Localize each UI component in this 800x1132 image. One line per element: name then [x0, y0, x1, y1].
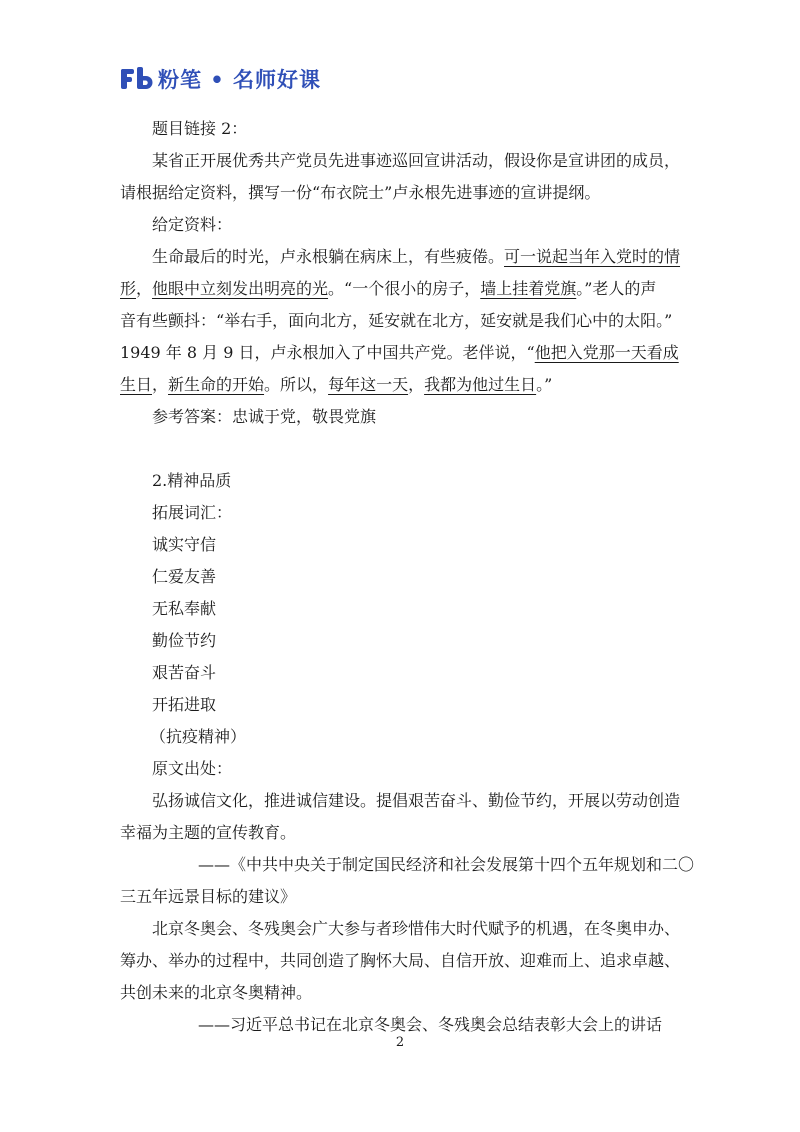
vocab-item: 诚实守信 [152, 535, 217, 554]
source-2-line-3: 共创未来的北京冬奥精神。 [120, 983, 313, 1002]
material-line-1 [120, 241, 690, 273]
material-text: 。所以， [264, 375, 329, 394]
underlined-phrase: 墙上挂着党旗 [480, 279, 577, 298]
vocab-extra: （抗疫精神） [150, 727, 247, 746]
question-link-title: 题目链接 2： [152, 119, 248, 138]
citation-1-line-2: 三五年远景目标的建议》 [120, 887, 297, 906]
source-2-line-1: 北京冬奥会、冬残奥会广大参与者珍惜伟大时代赋予的机遇，在冬奥申办、 [152, 919, 681, 938]
question-text-line-1: 某省正开展优秀共产党员先进事迹巡回宣讲活动，假设你是宣讲团的成员， [152, 151, 681, 170]
material-line-5 [120, 369, 690, 401]
vocab-item: 无私奉献 [152, 599, 217, 618]
underlined-phrase: 新生命的开始 [168, 375, 265, 394]
section-title: 2.精神品质 [152, 471, 232, 490]
citation-2: ——习近平总书记在北京冬奥会、冬残奥会总结表彰大会上的讲话 [198, 1015, 663, 1034]
material-text: ， [152, 375, 169, 394]
source-title: 原文出处： [152, 759, 233, 778]
vocab-item: 仁爱友善 [152, 567, 217, 586]
underlined-phrase: 形 [120, 279, 137, 298]
document-body [120, 113, 695, 1041]
material-line-2 [120, 273, 690, 305]
source-1-line-1: 弘扬诚信文化，推进诚信建设。提倡艰苦奋斗、勤俭节约，开展以劳动创造 [152, 791, 681, 810]
vocab-item: 艰苦奋斗 [152, 663, 217, 682]
vocab-item: 开拓进取 [152, 695, 217, 714]
brand-text: 粉笔 • 名师好课 [158, 68, 322, 92]
page-number: 2 [395, 1035, 405, 1050]
source-2-line-2: 筹办、举办的过程中，共同创造了胸怀大局、自信开放、迎难而上、追求卓越、 [120, 951, 681, 970]
underlined-phrase: 我都为他过生日 [424, 375, 537, 394]
material-text: 1949 年 8 月 9 日，卢永根加入了中国共产党。老伴说，“ [120, 343, 535, 362]
fb-logo-icon [120, 66, 154, 92]
material-text: 。”老人的声 [576, 279, 657, 298]
underlined-phrase: 他眼中立刻发出明亮的光 [152, 279, 329, 298]
underlined-phrase: 他把入党那一天看成 [534, 343, 679, 362]
reference-answer: 参考答案：忠诚于党，敬畏党旗 [152, 407, 377, 426]
underlined-phrase: 生日 [120, 375, 153, 394]
material-title: 给定资料： [152, 215, 233, 234]
source-1-line-2: 幸福为主题的宣传教育。 [120, 823, 297, 842]
material-text: ， [408, 375, 425, 394]
underlined-phrase: 可一说起当年入党时的情 [504, 247, 681, 266]
material-text: ， [136, 279, 153, 298]
page-header [120, 64, 321, 94]
material-text: 。” [536, 375, 553, 394]
underlined-phrase: 每年这一天 [328, 375, 409, 394]
vocab-title: 拓展词汇： [152, 503, 233, 522]
material-text: 生命最后的时光，卢永根躺在病床上，有些疲倦。 [152, 247, 505, 266]
vocab-item: 勤俭节约 [152, 631, 217, 650]
material-text: 。“一个很小的房子， [328, 279, 481, 298]
question-text-line-2: 请根据给定资料，撰写一份“布衣院士”卢永根先进事迹的宣讲提纲。 [120, 183, 601, 202]
material-line-3: 音有些颤抖：“举右手，面向北方，延安就在北方，延安就是我们心中的太阳。” [120, 311, 673, 330]
material-line-4 [120, 337, 690, 369]
section-gap [120, 433, 690, 465]
citation-1-line-1: ——《中共中央关于制定国民经济和社会发展第十四个五年规划和二〇 [198, 855, 695, 874]
